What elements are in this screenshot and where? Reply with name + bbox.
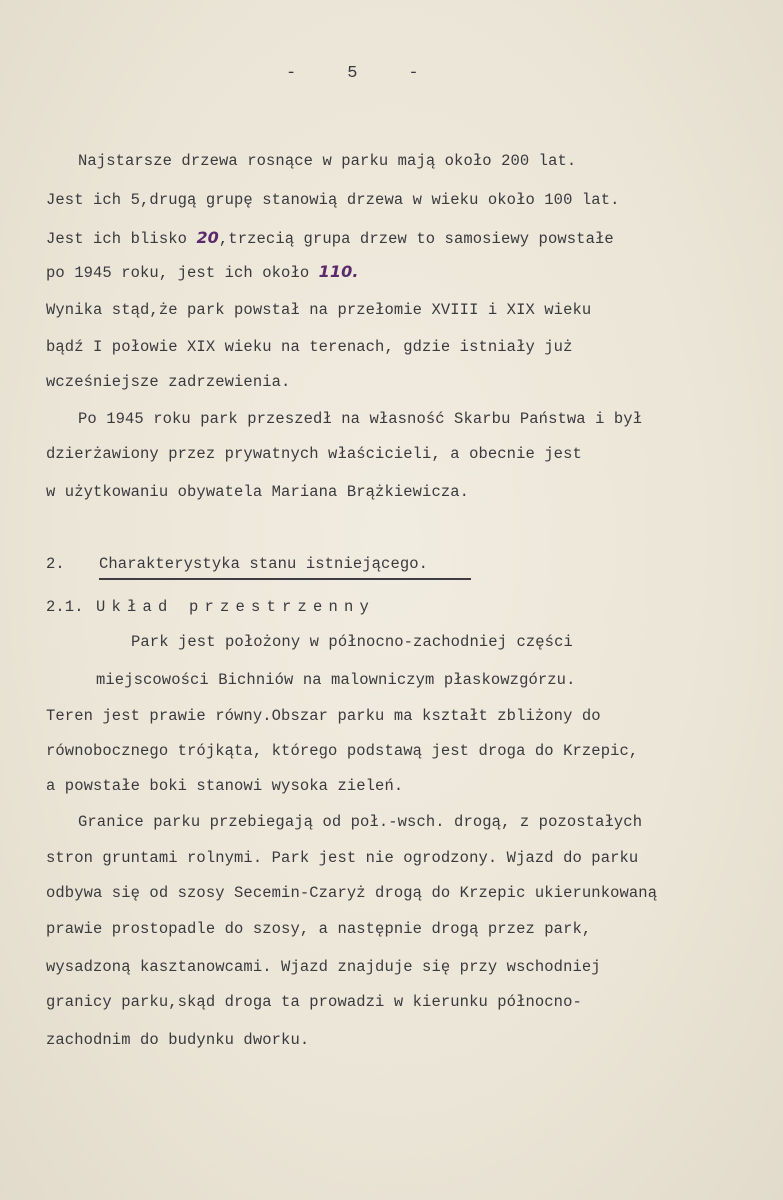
- text-line: Po 1945 roku park przeszedł na własność Skarbu Państwa i był: [78, 410, 643, 428]
- text-line: [46, 262, 359, 283]
- text-line: stron gruntami rolnymi. Park jest nie ogrodzony. Wjazd do parku: [46, 849, 639, 867]
- text-line: [46, 228, 614, 249]
- text-line: Park jest położony w północno-zachodniej części: [131, 633, 573, 651]
- text-line: odbywa się od szosy Secemin-Czaryż drogą do Krzepic ukierunkowaną: [46, 884, 658, 902]
- text-line: wysadzoną kasztanowcami. Wjazd znajduje się przy wschodniej: [46, 958, 601, 976]
- text-line: a powstałe boki stanowi wysoka zieleń.: [46, 777, 404, 795]
- text-line: dzierżawiony przez prywatnych właścicieli, a obecnie jest: [46, 445, 582, 463]
- text-line: zachodnim do budynku dworku.: [46, 1031, 310, 1049]
- text-segment: Jest ich blisko: [46, 230, 197, 248]
- text-line: wcześniejsze zadrzewienia.: [46, 373, 291, 391]
- text-line: w użytkowaniu obywatela Mariana Brążkiewicza.: [46, 483, 470, 501]
- text-segment: ,trzecią grupa drzew to samosiewy powstałe: [218, 230, 614, 248]
- text-line: granicy parku,skąd droga ta prowadzi w kierunku północno-: [46, 993, 582, 1011]
- page-number: - 5 -: [286, 64, 419, 83]
- text-line: Teren jest prawie równy.Obszar parku ma kształt zbliżony do: [46, 707, 601, 725]
- text-line: równobocznego trójkąta, którego podstawą jest droga do Krzepic,: [46, 742, 639, 760]
- section-title: Charakterystyka stanu istniejącego.: [99, 555, 429, 573]
- text-line: bądź I połowie XIX wieku na terenach, gdzie istniały już: [46, 338, 573, 356]
- handwritten-number: 20: [196, 228, 219, 247]
- section-number: 2.: [46, 555, 65, 573]
- text-line: Najstarsze drzewa rosnące w parku mają około 200 lat.: [78, 152, 577, 170]
- subsection-number: 2.1.: [46, 598, 84, 616]
- section-underline: [99, 578, 471, 580]
- text-line: Wynika stąd,że park powstał na przełomie XVIII i XIX wieku: [46, 301, 592, 319]
- handwritten-number: 110.: [318, 262, 359, 281]
- text-line: prawie prostopadle do szosy, a następnie drogą przez park,: [46, 920, 592, 938]
- text-line: miejscowości Bichniów na malowniczym płaskowzgórzu.: [96, 671, 576, 689]
- text-line: Granice parku przebiegają od poł.-wsch. drogą, z pozostałych: [78, 813, 643, 831]
- text-line: Jest ich 5,drugą grupę stanowią drzewa w wieku około 100 lat.: [46, 191, 620, 209]
- text-segment: po 1945 roku, jest ich około: [46, 264, 319, 282]
- subsection-title: Układ przestrzenny: [96, 598, 376, 616]
